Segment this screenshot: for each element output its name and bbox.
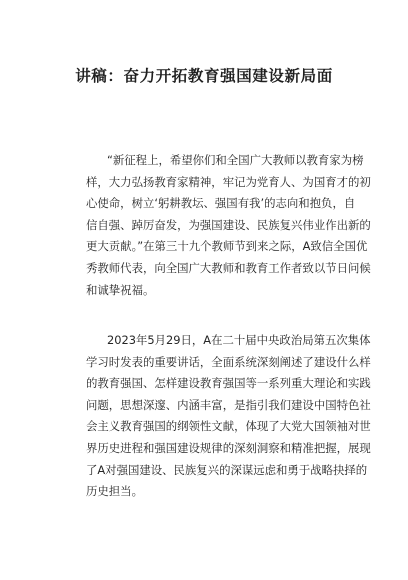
paragraph-line: 会主义教育强国的纲领性文献，体现了大党大国领袖对世 — [86, 419, 371, 434]
paragraph-line: 心使命，树立‘躬耕教坛、强国有我’的志向和抱负，自 — [86, 196, 356, 211]
paragraph-line: 样，大力弘扬教育家精神，牢记为党育人、为国育才的初 — [86, 174, 371, 189]
paragraph-line: 秀教师代表，向全国广大教师和教育工作者致以节日问候 — [86, 260, 371, 275]
paragraph-line: 2023年5月29日，A在二十届中央政治局第五次集体 — [107, 333, 371, 347]
paragraph-line: 界历史进程和强国建设规律的深刻洞察和精准把握，展现 — [86, 440, 371, 455]
paragraph-line: “新征程上，希望你们和全国广大教师以教育家为榜 — [107, 153, 364, 167]
paragraph-1 — [86, 150, 371, 301]
paragraph-line: 信自强、踔厉奋发，为强国建设、民族复兴伟业作出新的 — [86, 217, 371, 232]
paragraph-line: 问题，思想深邃、内涵丰富，是指引我们建设中国特色社 — [86, 397, 371, 412]
paragraph-line: 更大贡献。”在第三十九个教师节到来之际，A致信全国优 — [86, 239, 368, 254]
paragraph-line: 学习时发表的重要讲话，全面系统深刻阐述了建设什么样 — [86, 354, 371, 369]
document-title: 讲稿：奋力开拓教育强国建设新局面 — [75, 67, 333, 85]
paragraph-line: 了A对强国建设、民族复兴的深谋远虑和勇于战略抉择的 — [86, 462, 368, 477]
paragraph-line: 和诚挚祝福。 — [86, 282, 155, 297]
paragraph-line: 历史担当。 — [86, 484, 143, 499]
paragraph-line: 的教育强国、怎样建设教育强国等一系列重大理论和实践 — [86, 376, 371, 391]
paragraph-2 — [86, 330, 371, 503]
